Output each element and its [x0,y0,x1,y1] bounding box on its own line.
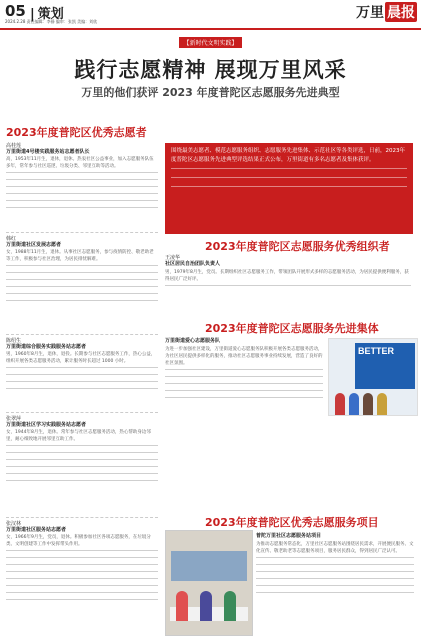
person-title: 万里街道4号楼实践服务站志愿者队长 [6,149,90,155]
person-title: 万里街道社区发展志愿者 [6,242,62,248]
person-title: 万里街道社区服务站志愿者 [6,527,67,533]
collective-caption: 万里街道爱心志愿服务队 [165,338,221,344]
project-photo [165,530,253,636]
project-body: 为推动志愿服务常态化，万里社区志愿服务站围绕居民需求，开展便民服务、文化宣传、敬老助老等志愿服务项目，服务居民群众，得到居民广泛认可。 [256,541,414,597]
issue-meta: 2024.2.28 责任编辑：李静 编审：张凯 美编：刘欣 [5,19,98,24]
person-entry [6,143,158,212]
person-body: 男，1960年8月生，退休，退役。长期参与社区志愿服务工作，热心公益，组织开展各类志愿服务活动，累计服务时长超过 1000 小时。 [6,351,158,393]
person-entry [6,416,158,485]
person-name: 张汉林 [6,521,22,527]
project-caption: 普陀万里社区志愿服务站项目 [256,533,322,539]
intro-box [165,143,413,234]
person-entry [6,338,158,393]
masthead [356,2,417,22]
section-title-organizer: 2023年度普陀区志愿服务优秀组织者 [205,240,390,253]
masthead-logo: 晨报 [385,2,417,22]
subheadline: 万里的他们获评 2023 年度普陀区志愿服务先进典型 [81,86,340,99]
column-tag [0,30,421,49]
person-title: 万里街道综合服务实践服务站志愿者 [6,344,87,350]
collective-body: 为进一步加强社区建设，万里街道爱心志愿服务队积极开展各类志愿服务活动，为社区居民提供多样化的服务，推动社区志愿服务事业持续发展，营造了良好的社区氛围。 [165,346,323,402]
person-figure [377,393,387,415]
page-number: 05 [5,2,26,20]
intro-text: 围绕最美志愿者、模范志愿服务组织、志愿服务先进集体、示范社区等各类评选，日前，2023年度普陀区志愿服务先进典型评选结果正式公布，万里街道有多名志愿者及集体获评。 [171,148,406,163]
person-figure [349,393,359,415]
page-header [0,0,421,28]
person-body: 女，1944年8月生，退休。常年参与社区志愿服务活动，热心帮助身边邻里，耐心细致地开展邻里互助工作。 [6,429,158,485]
person-figure [363,393,373,415]
person-body: 女，1966年9月生，党员，退休。积极参加社区各项志愿服务，在垃圾分类、文明创建等工作中发挥带头作用。 [6,534,158,604]
person-figure [224,591,236,621]
person-name: 陈绍生 [6,338,22,344]
divider [6,334,158,335]
organizer-title: 社区居民自治团队负责人 [165,261,221,267]
person-body: 女，1988年11月生，退休。从事社区志愿服务，参与疫情防控、敬老助老等工作，积极参与社区治理，为居民排忧解难。 [6,249,158,305]
section-title-collective: 2023年度普陀区志愿服务先进集体 [205,322,379,335]
masthead-title: 万里 [356,5,384,21]
person-body: 高，1953年11月生，退休，退休。热衷社区公益事业，加入志愿服务队伍多年，常年参与社区巡逻、垃圾分类、邻里互助等活动。 [6,156,158,212]
organizer-body: 男，1979年8月生，党员。长期组织社区志愿服务工作，带领团队开展形式多样的志愿服务活动，为居民提供便利服务，获得居民广泛好评。 [165,269,411,290]
person-figure [335,393,345,415]
person-title: 万里街道社区学习实践服务站志愿者 [6,422,87,428]
organizer-name: 王凌华 [165,255,181,261]
column-tag-label: 【新时代文明实践】 [179,37,241,48]
divider [6,232,158,233]
organizer-header [165,255,220,267]
person-name: 张翠萍 [6,416,22,422]
person-name: 高桂莲 [6,143,22,149]
photo-banner: BETTER [355,343,415,389]
headline: 践行志愿精神 展现万里风采 [74,57,347,82]
person-entry [6,521,158,604]
section-name: | 策划 [30,3,64,22]
divider [6,412,158,413]
photo-board [171,551,247,581]
section-title-volunteers: 2023年度普陀区优秀志愿者 [6,126,147,139]
person-figure [176,591,188,621]
section-title-project: 2023年度普陀区优秀志愿服务项目 [205,516,379,529]
collective-photo [328,338,418,416]
person-figure [200,591,212,621]
divider [6,517,158,518]
person-entry [6,236,158,305]
person-name: 韩红 [6,236,17,242]
